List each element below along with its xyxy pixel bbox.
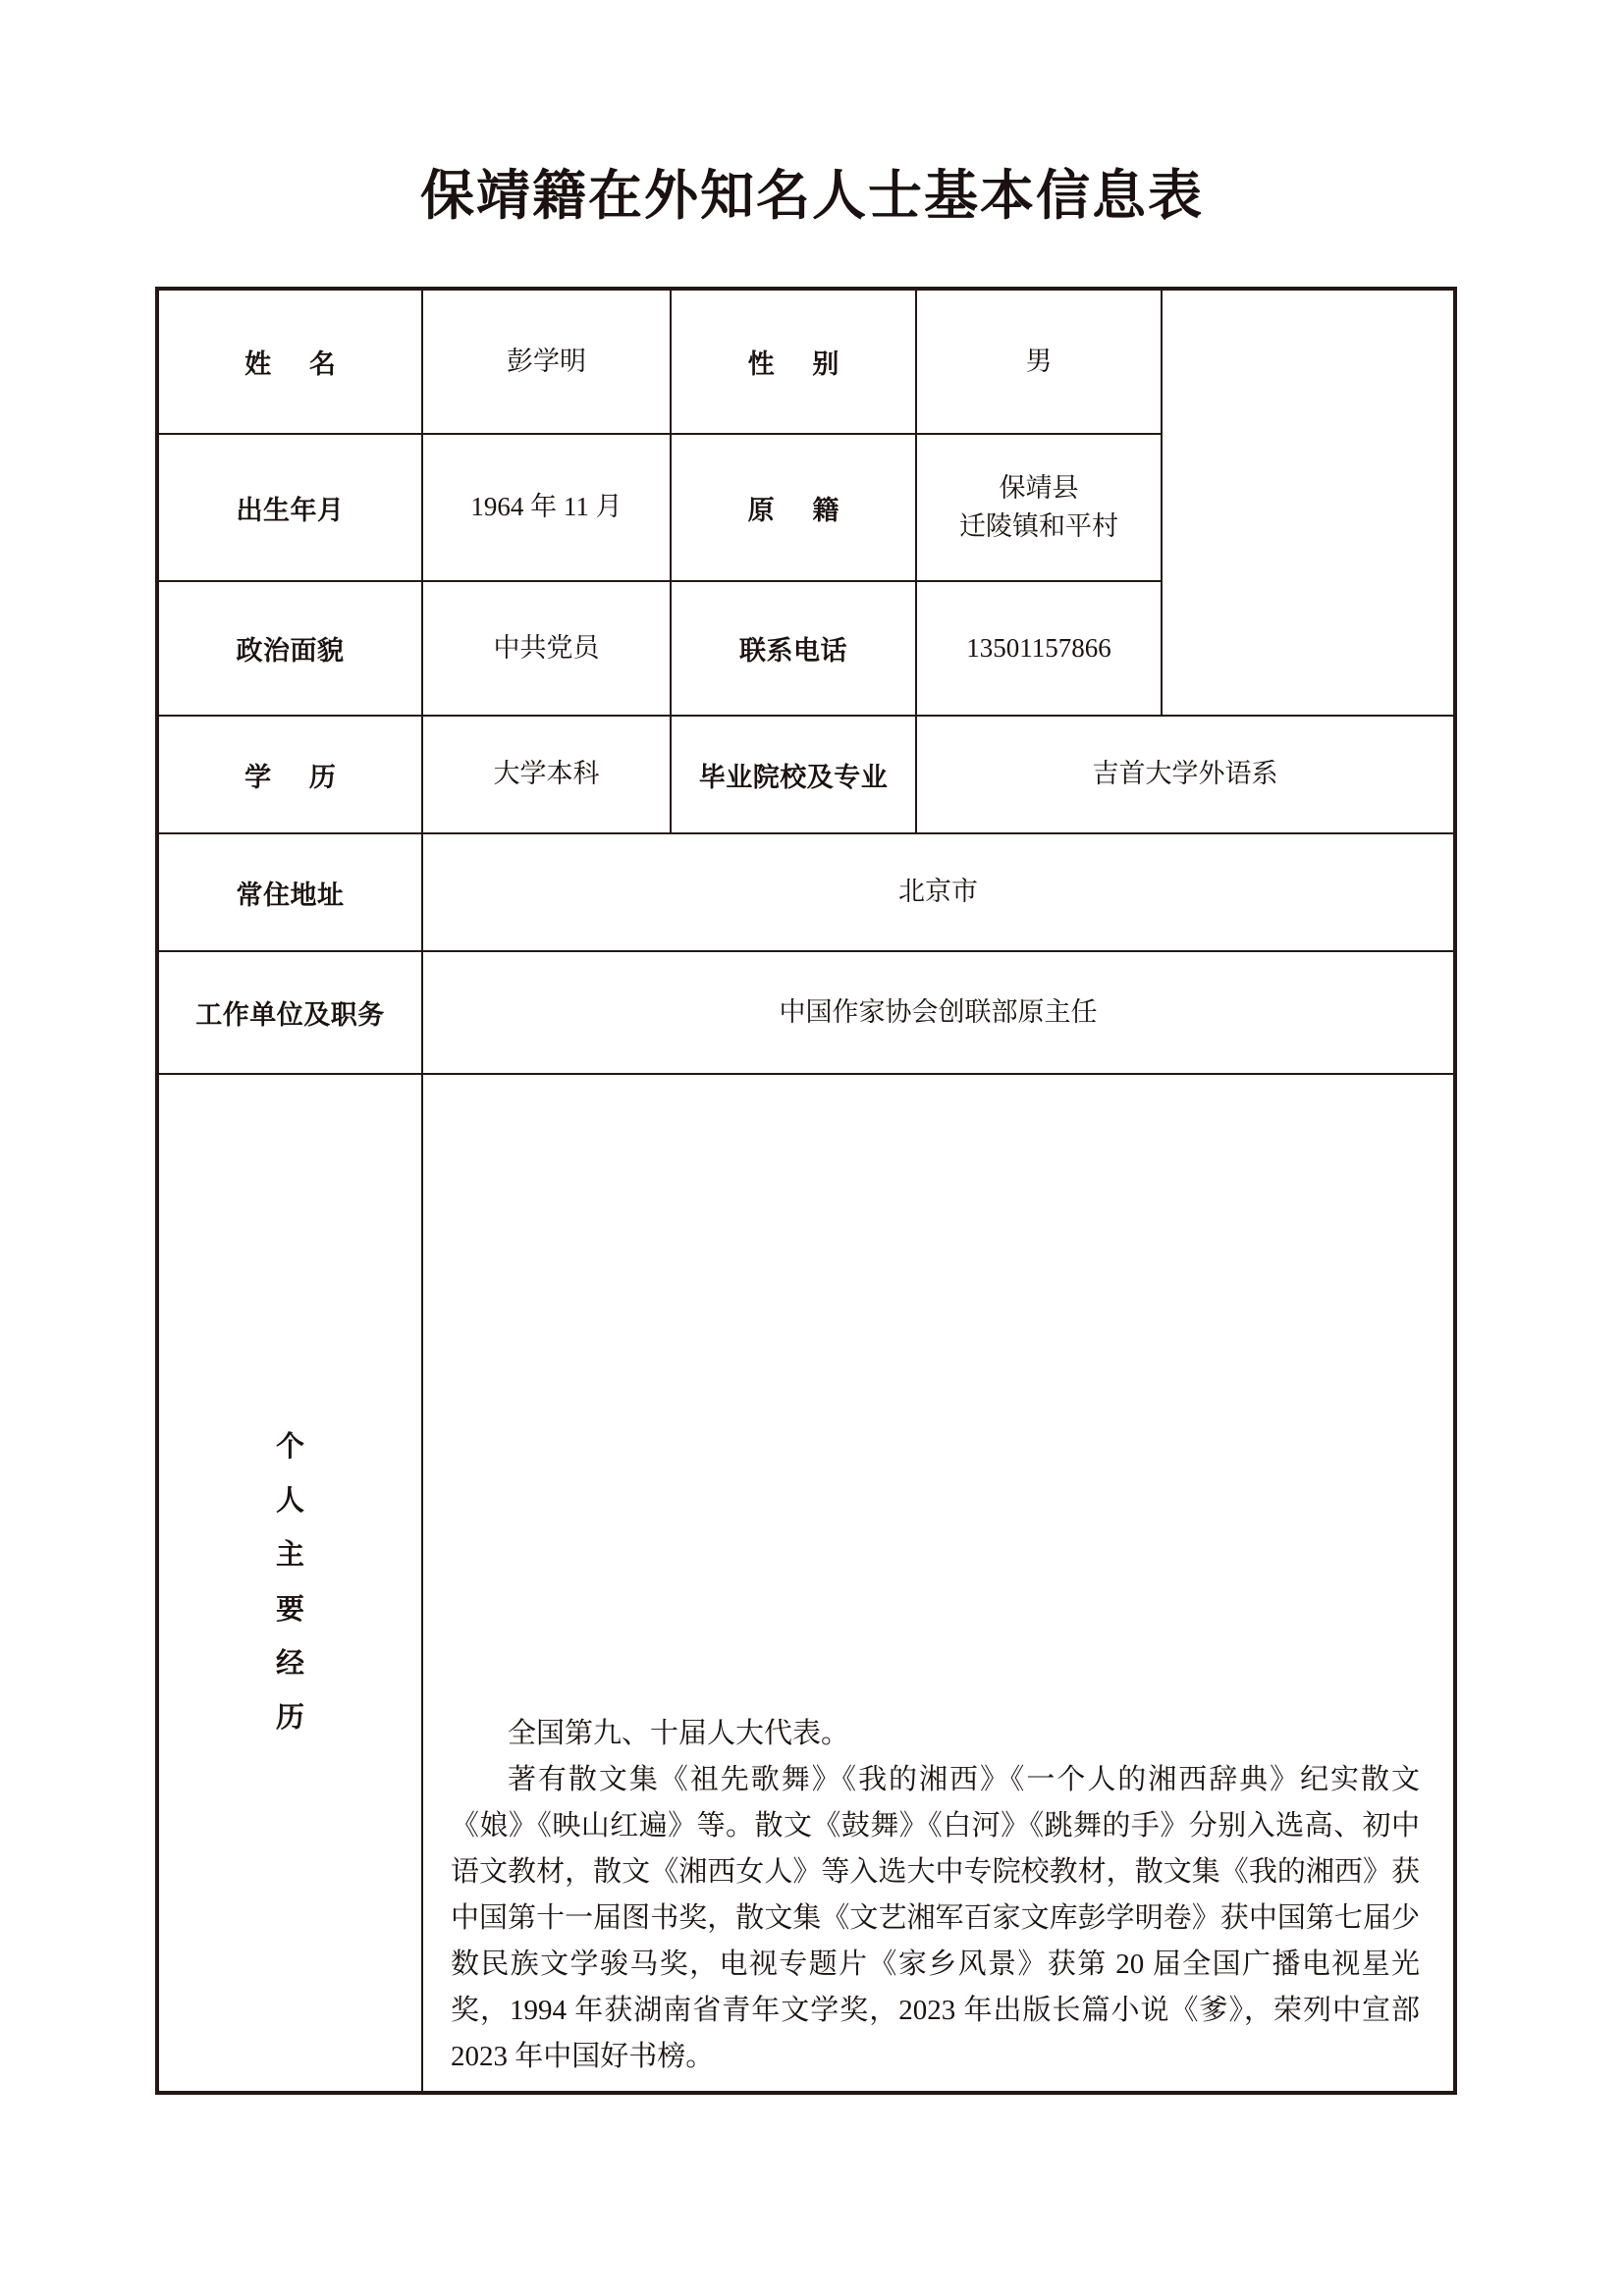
value-phone: 13501157866 — [916, 581, 1162, 716]
experience-text-block — [423, 1075, 1453, 2080]
vertical-label-char: 人 — [275, 1485, 304, 1518]
label-birth-date: 出生年月 — [157, 434, 422, 581]
label-school-major: 毕业院校及专业 — [671, 716, 916, 833]
vertical-label-char: 个 — [275, 1431, 304, 1464]
value-birth-date: 1964 年 11 月 — [422, 434, 671, 581]
value-residence: 北京市 — [422, 833, 1455, 951]
label-native-place: 原 籍 — [671, 434, 916, 581]
table-row — [157, 1074, 1455, 2093]
vertical-label-char: 经 — [275, 1647, 304, 1680]
photo-cell — [1162, 289, 1455, 716]
value-work-unit: 中国作家协会创联部原主任 — [422, 951, 1455, 1074]
table-row — [157, 716, 1455, 833]
vertical-label-stack — [159, 1420, 421, 1745]
native-place-line1: 保靖县 — [999, 472, 1079, 503]
table-row — [157, 833, 1455, 951]
native-place-line2: 迁陵镇和平村 — [959, 511, 1118, 541]
table-row — [157, 289, 1455, 434]
value-native-place — [916, 434, 1162, 581]
label-name: 姓 名 — [157, 289, 422, 434]
value-school-major: 吉首大学外语系 — [916, 716, 1455, 833]
label-political-status: 政治面貌 — [157, 581, 422, 716]
value-education: 大学本科 — [422, 716, 671, 833]
label-education: 学 历 — [157, 716, 422, 833]
vertical-label-char: 要 — [275, 1593, 304, 1626]
label-personal-experience — [157, 1074, 422, 2093]
value-personal-experience — [422, 1074, 1455, 2093]
table-row — [157, 951, 1455, 1074]
page-title: 保靖籍在外知名人士基本信息表 — [419, 166, 1204, 226]
experience-paragraph: 著有散文集《祖先歌舞》《我的湘西》《一个人的湘西辞典》纪实散文《娘》《映山红遍》等。散文《鼓舞》《白河》《跳舞的手》分别入选高、初中语文教材，散文《湘西女人》等入选大中专院校教材，散文集《我的湘西》获中国第十一届图书奖，散文集《文艺湘军百家文库彭学明卷》获中国第七届少数民族文学骏马奖，电视专题片《家乡风景》获第 20 届全国广播电视星光奖，1994 年获湖南省青年文学奖，2023 年出版长篇小说《爹》，荣列中宣部 2023 年中国好书榜。 — [451, 1763, 1420, 2072]
label-phone: 联系电话 — [671, 581, 916, 716]
vertical-label-char: 历 — [275, 1701, 304, 1734]
label-gender: 性 别 — [671, 289, 916, 434]
vertical-label-char: 主 — [275, 1539, 304, 1572]
value-gender: 男 — [916, 289, 1162, 434]
value-political-status: 中共党员 — [422, 581, 671, 716]
label-residence: 常住地址 — [157, 833, 422, 951]
label-work-unit: 工作单位及职务 — [157, 951, 422, 1074]
value-name: 彭学明 — [422, 289, 671, 434]
experience-paragraph: 全国第九、十届人大代表。 — [508, 1718, 850, 1749]
person-info-table — [155, 287, 1457, 2095]
